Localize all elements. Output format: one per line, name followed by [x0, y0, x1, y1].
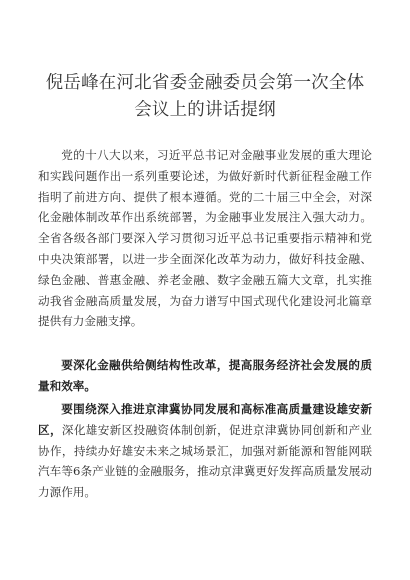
- document-title: 倪岳峰在河北省委金融委员会第一次全体会议上的讲话提纲: [45, 73, 365, 120]
- paragraph-jingjinji-body: 深化雄安新区投融资体制创新，促进京津冀协同创新和产业协作，持续办好雄安未来之城场景汇，加强对新能源和智能网联汽车等6条产业链的金融服务，推动京津冀更好发挥高质量发展动力源作用。: [38, 422, 372, 500]
- paragraph-jingjinji-lead: 要围绕深入推进京津冀协同发展和高标准高质量建设雄安新区，: [38, 402, 372, 437]
- paragraph-jingjinji: [38, 399, 372, 503]
- paragraph-intro: 党的十八大以来，习近平总书记对金融事业发展的重大理论和实践问题作出一系列重要论述，为做好新时代新征程金融工作指明了前进方向、提供了根本遵循。党的二十届三中全会，对深化金融体制改革作出系统部署，为金融事业发展注入强大动力。全省各级各部门要深入学习贯彻习近平总书记重要指示精神和党中央决策部署，以进一步全面深化改革为动力，做好科技金融、绿色金融、普惠金融、养老金融、数字金融五篇大文章，扎实推动我省金融高质量发展，为奋力谱写中国式现代化建设河北篇章提供有力金融支撑。: [38, 148, 372, 329]
- paragraph-supply-side-reform: 要深化金融供给侧结构性改革，提高服务经济社会发展的质量和效率。: [38, 358, 372, 393]
